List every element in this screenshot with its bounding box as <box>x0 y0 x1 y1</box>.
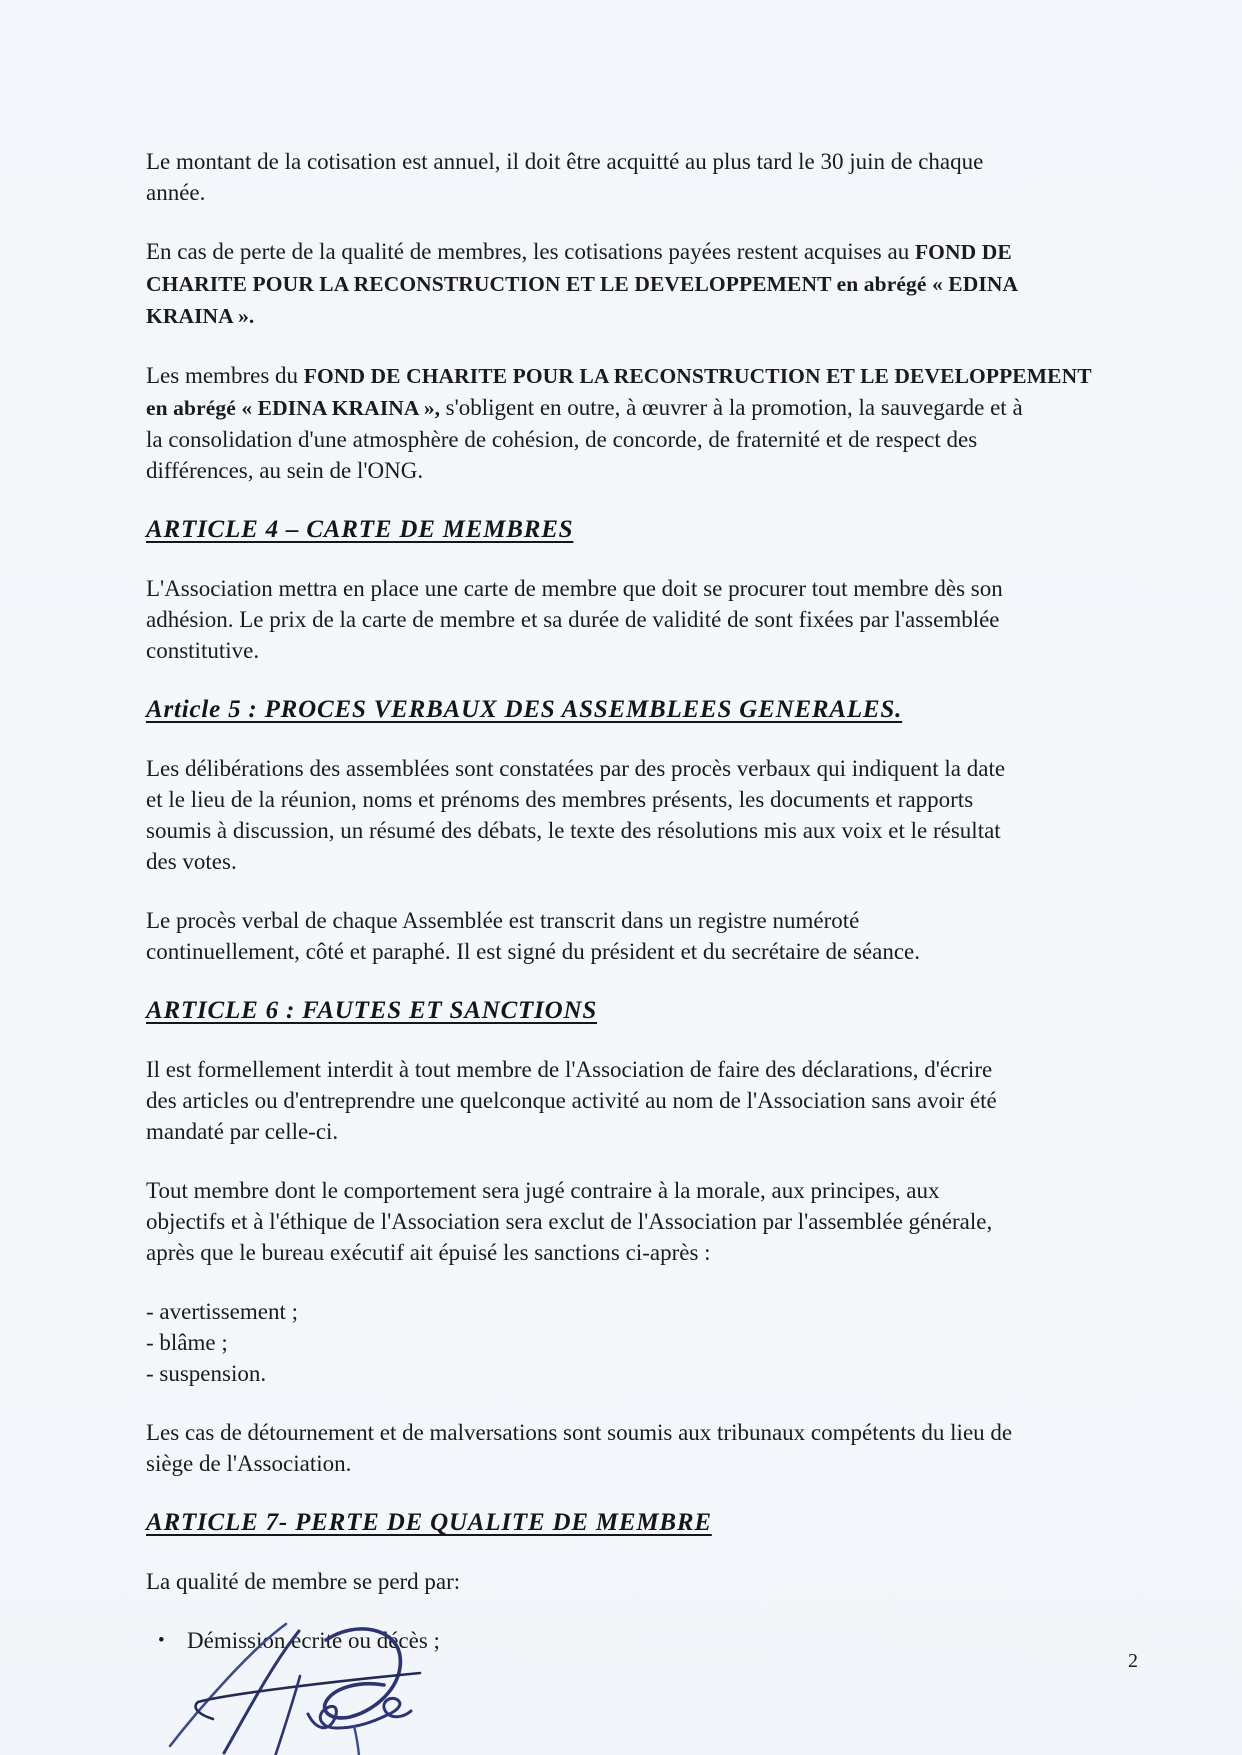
text-line <box>146 268 1156 300</box>
text-line <box>146 360 1156 392</box>
document-body <box>146 146 1156 1684</box>
article5-heading: Article 5 : PROCES VERBAUX DES ASSEMBLEES GENERALES. <box>146 696 903 723</box>
text-line: constitutive. <box>146 638 260 663</box>
paragraph-perte-membre-intro: La qualité de membre se perd par: <box>146 1569 461 1594</box>
text-line: L'Association mettra en place une carte de membre que doit se procurer tout membre dès son <box>146 576 1003 601</box>
paragraph-deliberations <box>146 753 1156 877</box>
paragraph-tribunaux <box>146 1417 1156 1479</box>
text-line: des votes. <box>146 849 237 874</box>
page-number: 2 <box>1128 1650 1138 1672</box>
paragraph-interdiction <box>146 1054 1156 1147</box>
text-line: objectifs et à l'éthique de l'Association sera exclut de l'Association par l'assemblée générale, <box>146 1209 993 1234</box>
text-line: Tout membre dont le comportement sera jugé contraire à la morale, aux principes, aux <box>146 1178 940 1203</box>
text-line: Il est formellement interdit à tout membre de l'Association de faire des déclarations, d'écrire <box>146 1057 993 1082</box>
article4-heading: ARTICLE 4 – CARTE DE MEMBRES <box>146 516 574 543</box>
paragraph-carte-membre <box>146 573 1156 666</box>
paragraph-proces-verbal <box>146 905 1156 967</box>
bullet-item-demission: Démission écrite ou décès ; <box>187 1628 440 1653</box>
text-segment: Les membres du <box>146 363 304 388</box>
org-name-bold: FOND DE <box>914 240 1012 264</box>
text-line: des articles ou d'entreprendre une quelconque activité au nom de l'Association sans avoir été <box>146 1088 997 1113</box>
text-line: après que le bureau exécutif ait épuisé les sanctions ci-après : <box>146 1240 711 1265</box>
article6-heading: ARTICLE 6 : FAUTES ET SANCTIONS <box>146 997 598 1024</box>
text-line: soumis à discussion, un résumé des débats, le texte des résolutions mis aux voix et le résultat <box>146 818 1001 843</box>
handwritten-signature <box>158 1618 458 1755</box>
article7-heading: ARTICLE 7- PERTE DE QUALITE DE MEMBRE <box>146 1509 712 1536</box>
org-name-bold: KRAINA ». <box>146 304 255 328</box>
paragraph-perte-qualite <box>146 236 1156 332</box>
sanctions-list <box>146 1296 1156 1389</box>
paragraph-exclusion <box>146 1175 1156 1268</box>
text-line: et le lieu de la réunion, noms et prénoms des membres présents, les documents et rapports <box>146 787 974 812</box>
text-line: année. <box>146 180 206 205</box>
text-line: continuellement, côté et paraphé. Il est signé du président et du secrétaire de séance. <box>146 939 921 964</box>
org-name-bold: FOND DE CHARITE POUR LA RECONSTRUCTION ET LE DEVELOPPEMENT <box>303 364 1092 388</box>
text-segment: s'obligent en outre, à œuvrer à la promotion, la sauvegarde et à <box>445 395 1023 420</box>
sanction-item-avertissement: - avertissement ; <box>146 1299 299 1324</box>
sanction-item-blame: - blâme ; <box>146 1330 228 1355</box>
text-line: Le procès verbal de chaque Assemblée est transcrit dans un registre numéroté <box>146 908 860 933</box>
text-line <box>146 300 1156 332</box>
text-line: différences, au sein de l'ONG. <box>146 458 424 483</box>
bullet-marker-icon: • <box>158 1630 165 1651</box>
org-name-bold: en abrégé « EDINA KRAINA », <box>146 396 446 420</box>
paragraph-cotisation <box>146 146 1156 208</box>
sanction-item-suspension: - suspension. <box>146 1361 267 1386</box>
paragraph-membres-obligation <box>146 360 1156 486</box>
text-line: Les délibérations des assemblées sont constatées par des procès verbaux qui indiquent la date <box>146 756 1006 781</box>
text-line: siège de l'Association. <box>146 1451 352 1476</box>
text-line: adhésion. Le prix de la carte de membre et sa durée de validité de sont fixées par l'assemblée <box>146 607 1000 632</box>
text-line: Les cas de détournement et de malversations sont soumis aux tribunaux compétents du lieu de <box>146 1420 1013 1445</box>
text-segment: En cas de perte de la qualité de membres, les cotisations payées restent acquises au <box>146 239 915 264</box>
text-line <box>146 236 1156 268</box>
text-line: Le montant de la cotisation est annuel, il doit être acquitté au plus tard le 30 juin de chaque <box>146 149 984 174</box>
text-line: mandaté par celle-ci. <box>146 1119 339 1144</box>
text-line <box>146 392 1156 424</box>
text-line: la consolidation d'une atmosphère de cohésion, de concorde, de fraternité et de respect des <box>146 427 978 452</box>
org-name-bold: CHARITE POUR LA RECONSTRUCTION ET LE DEVELOPPEMENT en abrégé « EDINA <box>146 272 1019 296</box>
